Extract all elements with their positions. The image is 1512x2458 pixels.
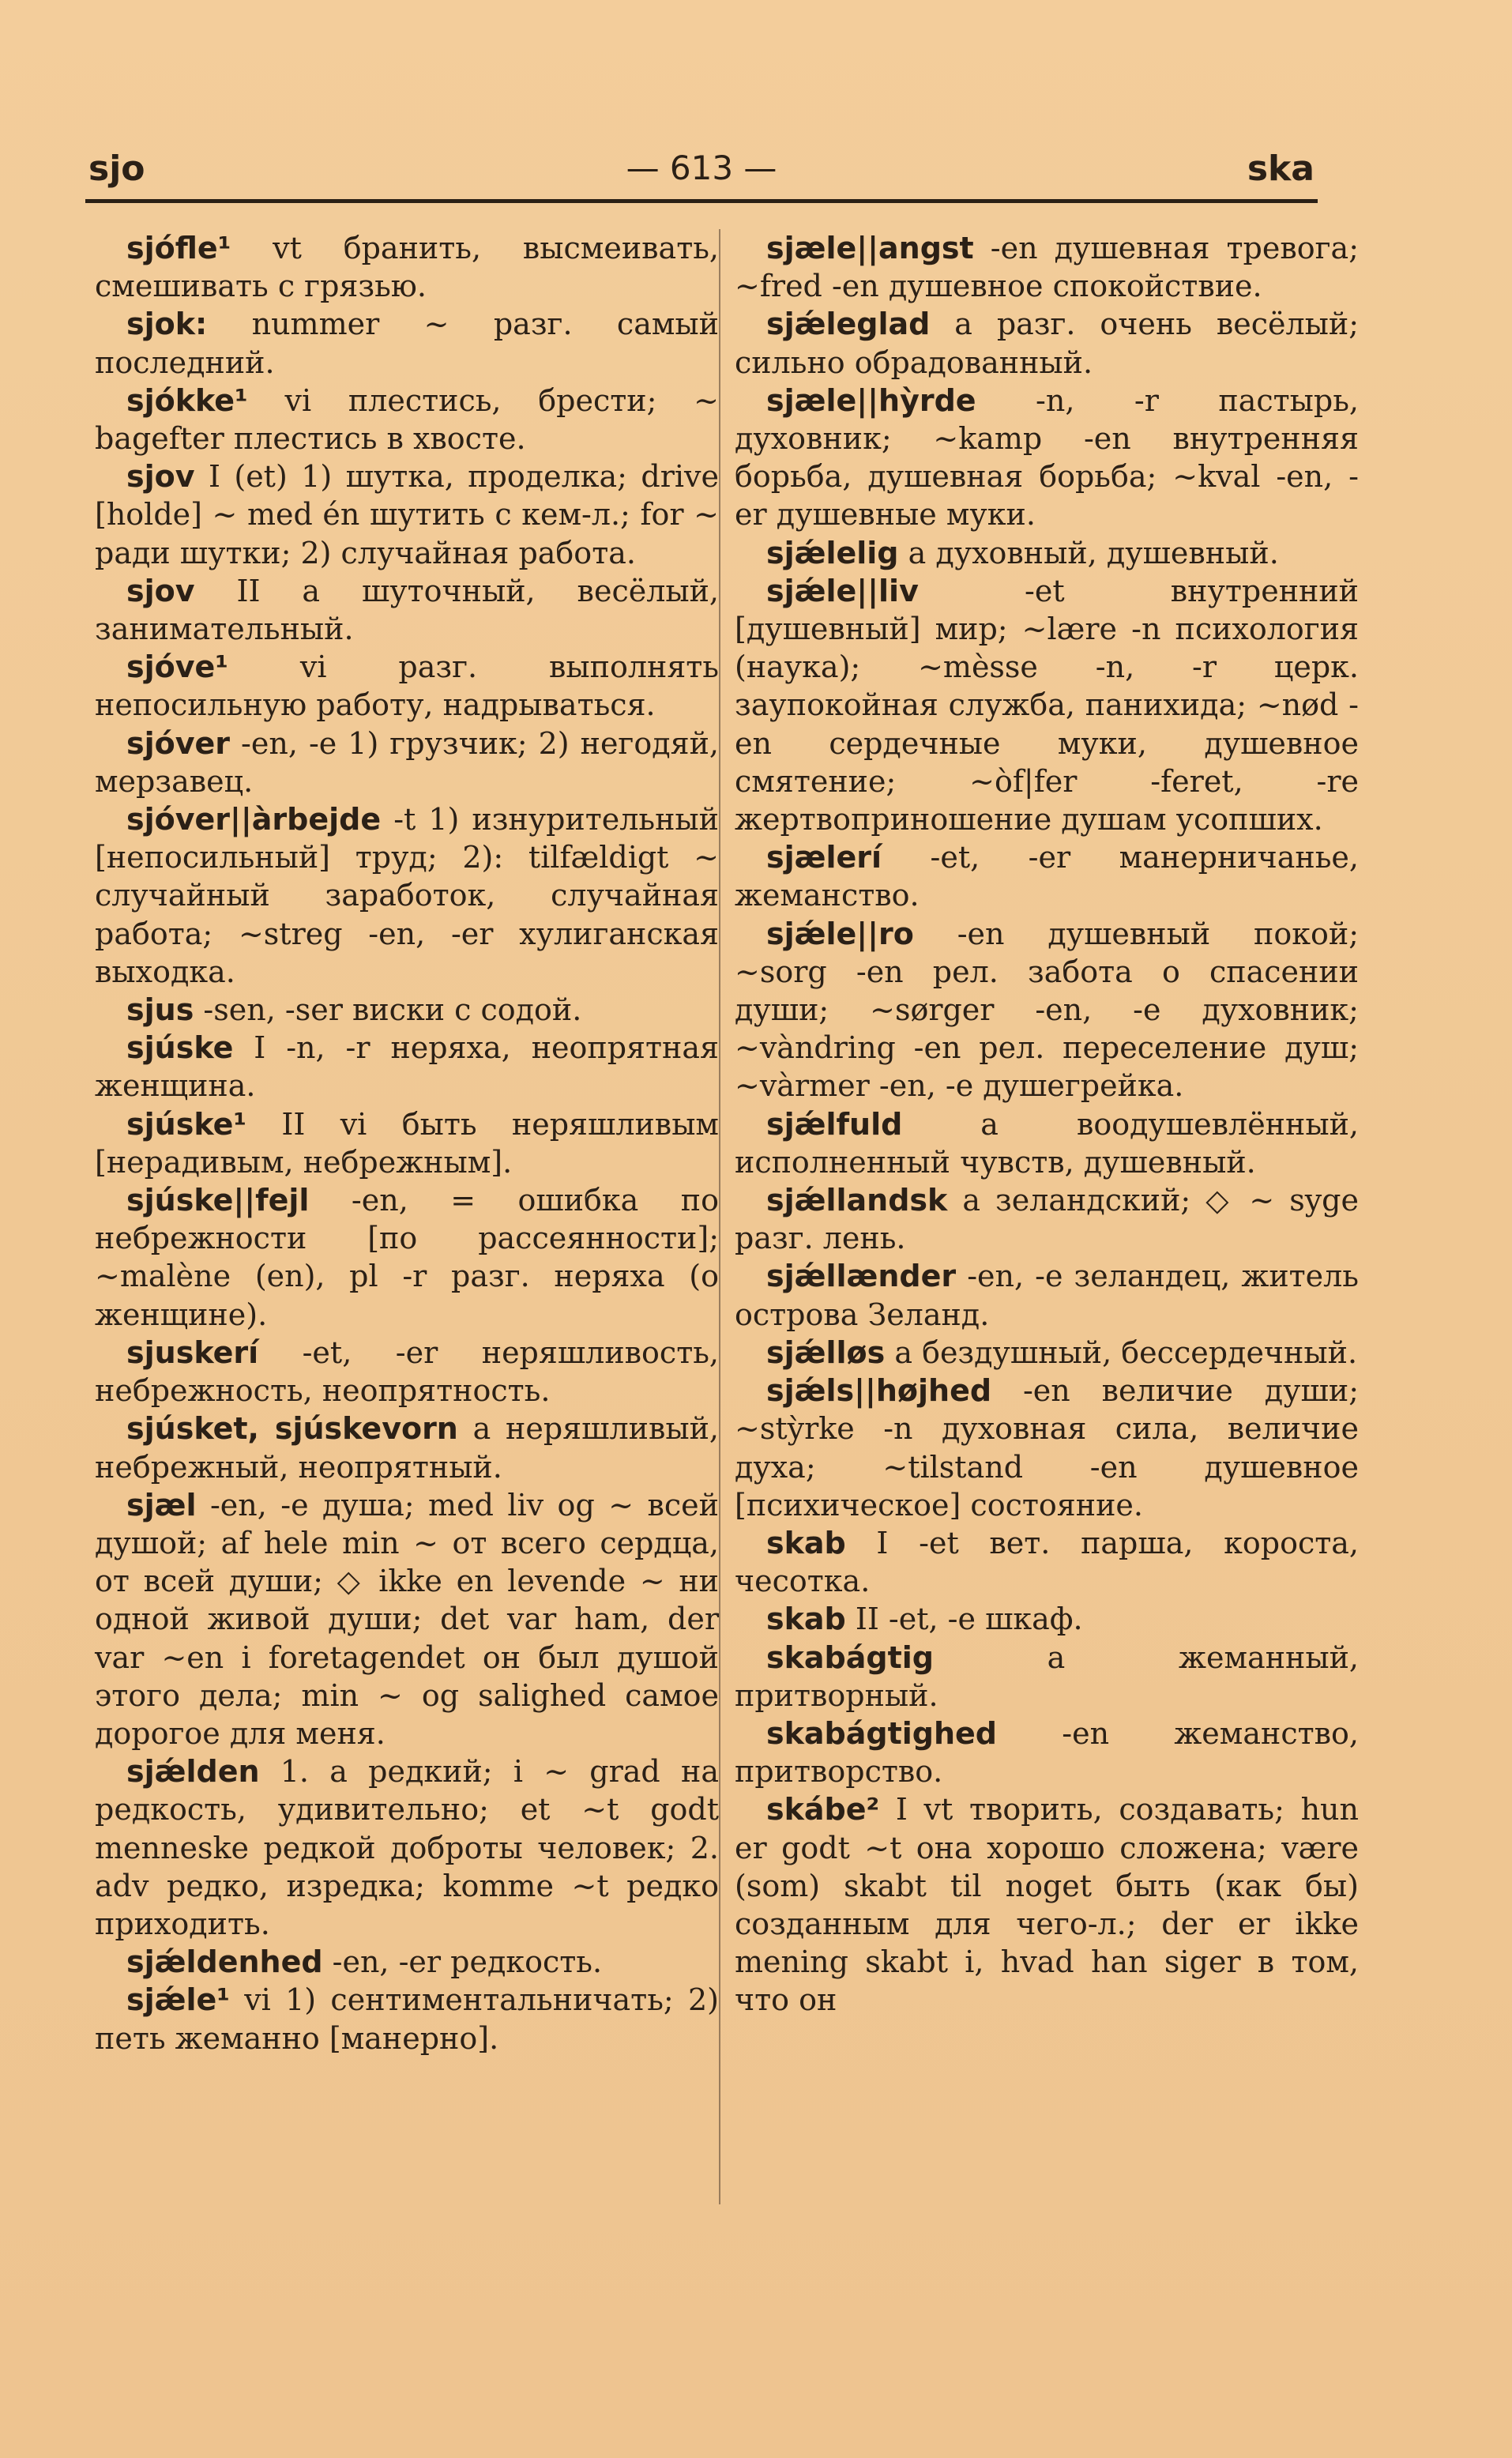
entry-definition: -en, -er редкость. <box>322 1944 603 1980</box>
entry-headword: sjuskerí <box>126 1334 259 1370</box>
entry-headword: sjǽle||liv <box>766 573 919 608</box>
dictionary-entry <box>735 1334 1359 1372</box>
entry-definition: 1. a редкий; i ~ grad на редкость, удивительно; et ~t godt menneske редкой доброты человек; 2. adv редко, изредка; komme ~t редко приходить. <box>95 1754 719 1941</box>
entry-definition: -en, -e зеландец, житель острова Зеланд. <box>735 1259 1359 1332</box>
entry-definition: -en, -e душа; med liv og ~ всей душой; af hele min ~ от всего сердца, от всей души; ◇ ikke en levende ~ ни одной живой души; det var ham, der var ~en i foretagendet он был душой этого дела; min ~ og salighed самое дорогое для меня. <box>95 1487 719 1751</box>
entry-headword: skabágtighed <box>766 1715 997 1751</box>
entry-definition: a жеманный, притворный. <box>735 1639 1359 1713</box>
entry-definition: II vi быть неряшливым [нерадивым, небрежным]. <box>95 1106 719 1180</box>
left-column <box>95 229 719 2057</box>
entry-definition: II -et, -e шкаф. <box>845 1602 1083 1637</box>
dictionary-entry <box>735 1524 1359 1600</box>
dictionary-entry <box>95 229 719 305</box>
entry-definition: a воодушевлённый, исполненный чувств, душевный. <box>735 1106 1359 1180</box>
entry-headword: sjúske¹ <box>126 1106 246 1142</box>
entry-definition: -t 1) изнурительный [непосильный] труд; 2): tilfældigt ~ случайный заработок, случайная работа; ~streg -en, -er хулиганская выходка. <box>95 802 719 989</box>
header-rule <box>85 199 1318 203</box>
dictionary-entry <box>735 572 1359 838</box>
entry-headword: sjok: <box>126 307 208 342</box>
entry-definition: I (et) 1) шутка, проделка; drive [holde] ~ med én шутить с кем-л.; for ~ ради шутки; 2) случайная работа. <box>95 459 719 570</box>
column-divider <box>719 229 720 2204</box>
dictionary-entry <box>95 382 719 457</box>
entry-definition: vi 1) сентиментальничать; 2) петь жеманно [манерно]. <box>95 1982 719 2056</box>
entry-definition: -en жеманство, притворство. <box>735 1715 1359 1790</box>
dictionary-entry <box>95 991 719 1029</box>
dictionary-entry <box>95 305 719 381</box>
entry-definition: a неряшливый, небрежный, неопрятный. <box>95 1411 719 1485</box>
entry-headword: skabágtig <box>766 1639 934 1675</box>
entry-headword: sjus <box>126 992 194 1028</box>
dictionary-entry <box>735 1372 1359 1524</box>
entry-headword: sjǽllandsk <box>766 1183 948 1218</box>
dictionary-entry <box>95 1105 719 1181</box>
dictionary-entry <box>735 915 1359 1105</box>
dictionary-entry <box>95 1486 719 1752</box>
dictionary-entry <box>735 1715 1359 1790</box>
entry-headword: sjúsket, sjúskevorn <box>126 1411 458 1447</box>
entry-definition: vi плестись, брести; ~ bagefter плестись в хвосте. <box>95 382 719 457</box>
dictionary-entry <box>735 305 1359 381</box>
entry-definition: nummer ~ разг. самый последний. <box>95 307 719 380</box>
entry-headword: skab <box>766 1525 846 1560</box>
dictionary-entry <box>95 1410 719 1485</box>
entry-definition: II a шуточный, весёлый, занимательный. <box>95 573 719 647</box>
entry-definition: I -n, -r неряха, неопрятная женщина. <box>95 1030 719 1104</box>
entry-headword: sjúske <box>126 1030 234 1066</box>
entry-definition: I vt творить, создавать; hun er godt ~t она хорошо сложена; være (som) skabt til noget быть (как бы) созданным для чего-л.; der er ikke mening skabt i, hvad han siger в том, что он <box>735 1792 1359 2018</box>
dictionary-entry <box>735 1105 1359 1181</box>
entry-headword: sjæl <box>126 1487 197 1523</box>
dictionary-entry <box>735 1181 1359 1257</box>
entry-definition: -et, -er манерничанье, жеманство. <box>735 840 1359 913</box>
entry-headword: sjælerí <box>766 840 882 875</box>
entry-headword: sjókke¹ <box>126 382 248 418</box>
entry-headword: sjov <box>126 459 195 495</box>
entry-definition: I -et вет. парша, короста, чесотка. <box>735 1525 1359 1599</box>
dictionary-entry <box>95 1752 719 1943</box>
entry-definition: vt бранить, высмеивать, смешивать с грязью. <box>95 231 719 304</box>
entry-definition: a духовный, душевный. <box>898 535 1279 570</box>
entry-definition: a разг. очень весёлый; сильно обрадованный. <box>735 307 1359 380</box>
entry-headword: sjǽlløs <box>766 1334 886 1370</box>
right-column <box>735 229 1359 2019</box>
entry-headword: sjæle||angst <box>766 231 974 265</box>
entry-headword: sjófle¹ <box>126 231 231 265</box>
entry-headword: sjóver <box>126 725 231 761</box>
entry-definition: a зеландский; ◇ ~ syge разг. лень. <box>735 1183 1359 1256</box>
dictionary-entry <box>95 648 719 724</box>
entry-definition: -sen, -ser виски с содой. <box>194 992 582 1028</box>
entry-definition: -en, -e 1) грузчик; 2) негодяй, мерзавец. <box>95 725 719 799</box>
entry-headword: sjǽldenhed <box>126 1944 323 1980</box>
entry-headword: sjǽle¹ <box>126 1982 230 2018</box>
dictionary-entry <box>95 1181 719 1334</box>
entry-definition: -n, -r пастырь, духовник; ~kamp -en внутренняя борьба, душевная борьба; ~kval -en, -er душевные муки. <box>735 382 1359 533</box>
entry-definition: -en душевная тревога; ~fred -en душевное спокойствие. <box>735 231 1359 304</box>
dictionary-entry <box>735 229 1359 305</box>
dictionary-entry <box>735 1257 1359 1333</box>
dictionary-entry <box>735 1600 1359 1638</box>
left-guide-word: sjo <box>88 149 145 189</box>
entry-headword: sjǽllænder <box>766 1259 957 1294</box>
dictionary-entry <box>735 1790 1359 2019</box>
entry-headword: sjov <box>126 573 195 608</box>
entry-headword: sjúske||fejl <box>126 1183 310 1218</box>
entry-definition: -en, = ошибка по небрежности [по рассеянности]; ~malène (en), pl -r разг. неряха (о женщине). <box>95 1183 719 1332</box>
entry-definition: -en душевный покой; ~sorg -en рел. забота о спасении души; ~sørger -en, -e духовник; ~vàndring -en рел. переселение душ; ~vàrmer -en, -e душегрейка. <box>735 916 1359 1104</box>
entry-headword: sjǽle||ro <box>766 916 914 951</box>
entry-definition: -en величие души; ~stỳrke -n духовная сила, величие духа; ~tilstand -en душевное [психическое] состояние. <box>735 1373 1359 1523</box>
entry-headword: sjǽlelig <box>766 535 899 570</box>
dictionary-entry <box>95 1334 719 1410</box>
entry-headword: sjǽlfuld <box>766 1106 903 1142</box>
dictionary-entry <box>95 800 719 991</box>
dictionary-entry <box>95 1029 719 1105</box>
dictionary-entry <box>735 1639 1359 1715</box>
entry-definition: a бездушный, бессердечный. <box>885 1334 1358 1370</box>
page-number: — 613 — <box>626 149 777 187</box>
entry-definition: vi разг. выполнять непосильную работу, надрываться. <box>95 649 719 723</box>
entry-definition: -et, -er неряшливость, небрежность, неопрятность. <box>95 1334 719 1409</box>
entry-headword: sjóver||àrbejde <box>126 802 382 838</box>
dictionary-entry <box>95 1943 719 1981</box>
entry-headword: sjǽleglad <box>766 307 931 342</box>
dictionary-entry <box>735 838 1359 914</box>
entry-headword: sjóve¹ <box>126 649 228 685</box>
right-guide-word: ska <box>1247 149 1315 189</box>
dictionary-entry <box>735 534 1359 572</box>
dictionary-entry <box>95 457 719 572</box>
page-header <box>85 149 1318 196</box>
entry-headword: sjǽls||højhed <box>766 1373 992 1409</box>
dictionary-entry <box>95 1981 719 2057</box>
entry-definition: -et внутренний [душевный] мир; ~lære -n психология (наука); ~mèsse -n, -r церк. заупокойная служба, панихида; ~nød -en сердечные муки, душевное смятение; ~òf|fer -feret, -re жертвоприношение душам усопших. <box>735 573 1359 838</box>
entry-headword: sjǽlden <box>126 1754 260 1790</box>
dictionary-entry <box>95 572 719 648</box>
entry-headword: skab <box>766 1602 846 1637</box>
dictionary-entry <box>95 725 719 800</box>
dictionary-entry <box>735 382 1359 534</box>
entry-headword: sjæle||hỳrde <box>766 382 976 418</box>
entry-headword: skábe² <box>766 1792 880 1828</box>
